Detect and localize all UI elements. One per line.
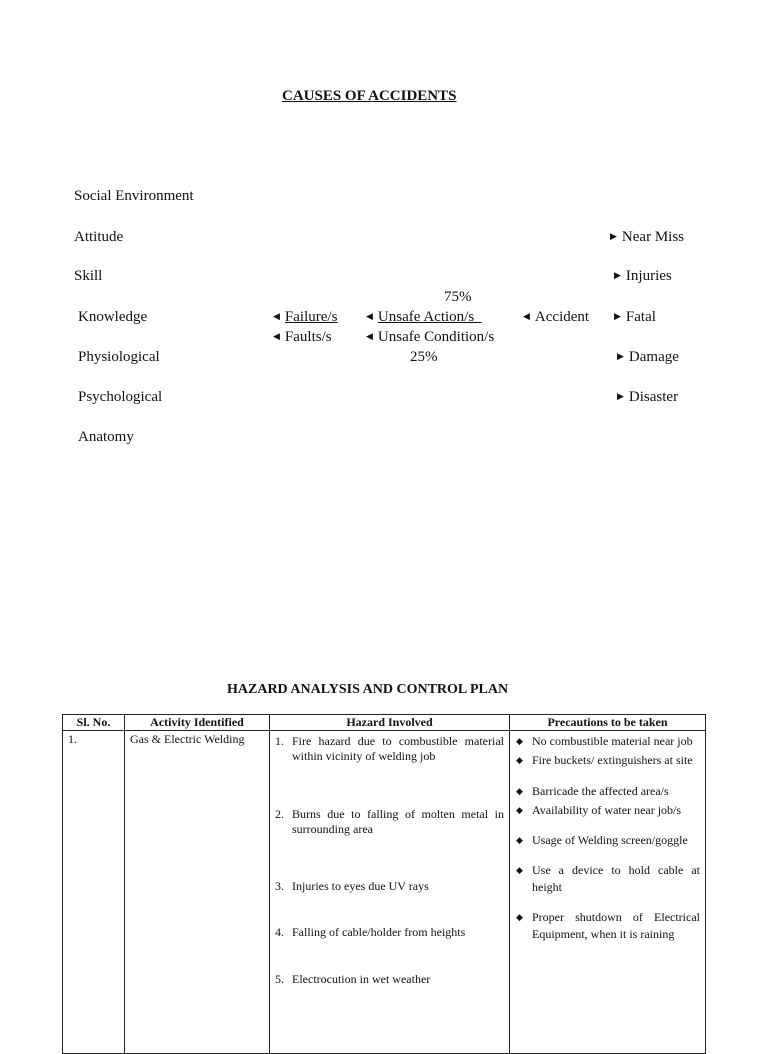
precaution-item: ◆ Fire buckets/ extinguishers at site: [515, 752, 700, 769]
hazard-item: [275, 972, 504, 987]
outcome-fatal: [614, 309, 656, 326]
precaution-item: ◆ Usage of Welding screen/goggle: [515, 832, 700, 849]
precaution-item: ◆ Use a device to hold cable at height: [515, 862, 700, 896]
hazard-text: Burns due to falling of molten metal in surrounding area: [292, 807, 504, 836]
cause-anatomy: Anatomy: [78, 429, 134, 445]
page-title: CAUSES OF ACCIDENTS: [282, 88, 457, 104]
header-precautions: Precautions to be taken: [510, 715, 706, 731]
cell-hazards: [270, 731, 510, 1054]
cause-social-environment: Social Environment: [74, 188, 194, 204]
hazard-num: 2.: [275, 807, 284, 821]
faults-text: Faults/s: [284, 329, 332, 345]
faults-label: [273, 329, 332, 346]
precaution-group: [515, 783, 700, 819]
header-activity: Activity Identified: [125, 715, 270, 731]
precaution-group: [515, 733, 700, 769]
hazard-text: Electrocution in wet weather: [292, 972, 431, 986]
accident-text: Accident: [534, 309, 590, 325]
hazard-num: 1.: [275, 734, 284, 748]
outcome-fatal-text: Fatal: [625, 309, 656, 325]
cause-attitude: Attitude: [74, 229, 124, 245]
outcome-injuries-text: Injuries: [625, 268, 672, 284]
precaution-item: ◆ Proper shutdown of Electrical Equipment, when it is raining: [515, 909, 700, 943]
outcome-injuries: [614, 268, 672, 285]
hazard-text: Fire hazard due to combustible material within vicinity of welding job: [292, 734, 504, 763]
precaution-group: [515, 862, 700, 896]
failure-label: [273, 309, 337, 326]
failure-text: Failure/s: [284, 309, 338, 325]
precaution-item: ◆ Availability of water near job/s: [515, 802, 700, 819]
hazard-item: [275, 807, 504, 837]
cell-precautions: [510, 731, 706, 1054]
table-header-row: [63, 715, 706, 731]
hazard-item: [275, 734, 504, 764]
cell-sl-no: 1.: [63, 731, 125, 1054]
percent-unsafe-condition: 25%: [410, 349, 438, 365]
cell-activity: Gas & Electric Welding: [125, 731, 270, 1054]
hazard-text: Injuries to eyes due UV rays: [292, 879, 429, 893]
outcome-damage: [617, 349, 679, 366]
hazard-num: 3.: [275, 879, 284, 893]
plan-title: HAZARD ANALYSIS AND CONTROL PLAN: [227, 682, 509, 697]
unsafe-condition-label: [366, 329, 494, 346]
cause-knowledge: Knowledge: [78, 309, 148, 325]
unsafe-action-text: Unsafe Action/s: [377, 309, 475, 325]
precaution-item: ◆ Barricade the affected area/s: [515, 783, 700, 800]
hazard-text: Falling of cable/holder from heights: [292, 925, 466, 939]
cause-skill: Skill: [74, 268, 103, 284]
accident-label: [523, 309, 589, 326]
outcome-damage-text: Damage: [628, 349, 679, 365]
hazard-num: 4.: [275, 925, 284, 939]
outcome-near-miss: [610, 229, 684, 246]
outcome-disaster-text: Disaster: [628, 389, 679, 405]
unsafe-action-label: [366, 309, 482, 326]
hazard-item: [275, 925, 504, 940]
precaution-group: [515, 909, 700, 943]
hazard-num: 5.: [275, 972, 284, 986]
header-sl-no: Sl. No.: [63, 715, 125, 731]
percent-unsafe-action: 75%: [444, 289, 472, 305]
unsafe-condition-text: Unsafe Condition/s: [377, 329, 495, 345]
outcome-near-miss-text: Near Miss: [621, 229, 684, 245]
hazard-item: [275, 879, 504, 894]
header-hazard: Hazard Involved: [270, 715, 510, 731]
precaution-group: [515, 832, 700, 849]
cause-psychological: Psychological: [78, 389, 163, 405]
precaution-item: ◆ No combustible material near job: [515, 733, 700, 750]
outcome-disaster: [617, 389, 678, 406]
hazard-table: [62, 714, 706, 1054]
cause-physiological: Physiological: [78, 349, 160, 365]
table-row: [63, 731, 706, 1054]
